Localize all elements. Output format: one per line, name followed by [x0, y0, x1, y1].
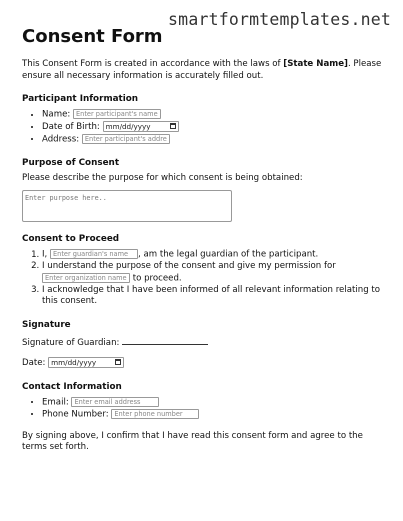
contact-heading: Contact Information — [22, 381, 122, 392]
item3-text: I acknowledge that I have been informed of all relevant information relating to this consent. — [42, 284, 381, 306]
list-item — [42, 285, 384, 308]
guardian-signature-line — [22, 336, 384, 350]
closing-paragraph: By signing above, I confirm that I have read this consent form and agree to the terms set forth. — [22, 430, 363, 452]
phone-input[interactable] — [111, 409, 199, 419]
proceed-list — [22, 249, 384, 308]
email-label: Email: — [42, 397, 69, 407]
state-name: [State Name] — [283, 59, 348, 69]
proceed-heading: Consent to Proceed — [22, 234, 120, 244]
dob-date-input[interactable] — [103, 121, 179, 132]
list-item — [42, 261, 384, 285]
purpose-prompt: Please describe the purpose for which consent is being obtained: — [22, 172, 303, 183]
list-item — [42, 121, 384, 134]
organization-name-input[interactable] — [42, 273, 130, 283]
participant-name-input[interactable] — [73, 109, 161, 119]
signature-date-label: Date: — [22, 358, 46, 368]
email-input[interactable] — [71, 397, 159, 407]
calendar-icon[interactable] — [170, 123, 176, 129]
phone-label: Phone Number: — [42, 409, 109, 419]
signature-field[interactable] — [122, 336, 208, 345]
signature-heading: Signature — [22, 319, 71, 330]
guardian-name-input[interactable] — [50, 249, 138, 259]
name-label: Name: — [42, 109, 71, 120]
list-item — [42, 134, 384, 146]
purpose-heading: Purpose of Consent — [22, 157, 120, 168]
purpose-textarea[interactable] — [22, 190, 232, 222]
signature-date-row — [22, 357, 384, 370]
site-watermark: smartformtemplates.net — [168, 10, 391, 29]
list-item — [42, 109, 384, 121]
participant-heading: Participant Information — [22, 94, 139, 104]
intro-paragraph — [22, 59, 384, 82]
item1-prefix: I, — [42, 249, 50, 260]
signature-date-input[interactable] — [48, 357, 124, 368]
address-label: Address: — [42, 134, 80, 144]
participant-address-input[interactable] — [82, 134, 170, 144]
calendar-icon[interactable] — [115, 359, 121, 365]
participant-list — [22, 109, 384, 146]
intro-text-after: . Please ensure all necessary information is accurately filled out. — [22, 59, 382, 81]
consent-form — [22, 26, 384, 454]
item2-prefix: I understand the purpose of the consent and give my permission for — [42, 261, 336, 271]
intro-text-before: This Consent Form is created in accordance with the laws of — [22, 59, 284, 69]
dob-date-value: mm/dd/yyyy — [105, 122, 151, 131]
item1-suffix: , am the legal guardian of the participant. — [138, 249, 319, 260]
signature-date-value: mm/dd/yyyy — [51, 358, 97, 367]
contact-list — [22, 397, 384, 421]
guardian-signature-label: Signature of Guardian: — [22, 337, 123, 348]
list-item — [42, 397, 384, 409]
dob-label: Date of Birth: — [42, 122, 100, 132]
list-item — [42, 249, 384, 261]
page-title: Consent Form — [22, 26, 163, 47]
item2-suffix: to proceed. — [130, 273, 182, 283]
list-item — [42, 409, 384, 421]
